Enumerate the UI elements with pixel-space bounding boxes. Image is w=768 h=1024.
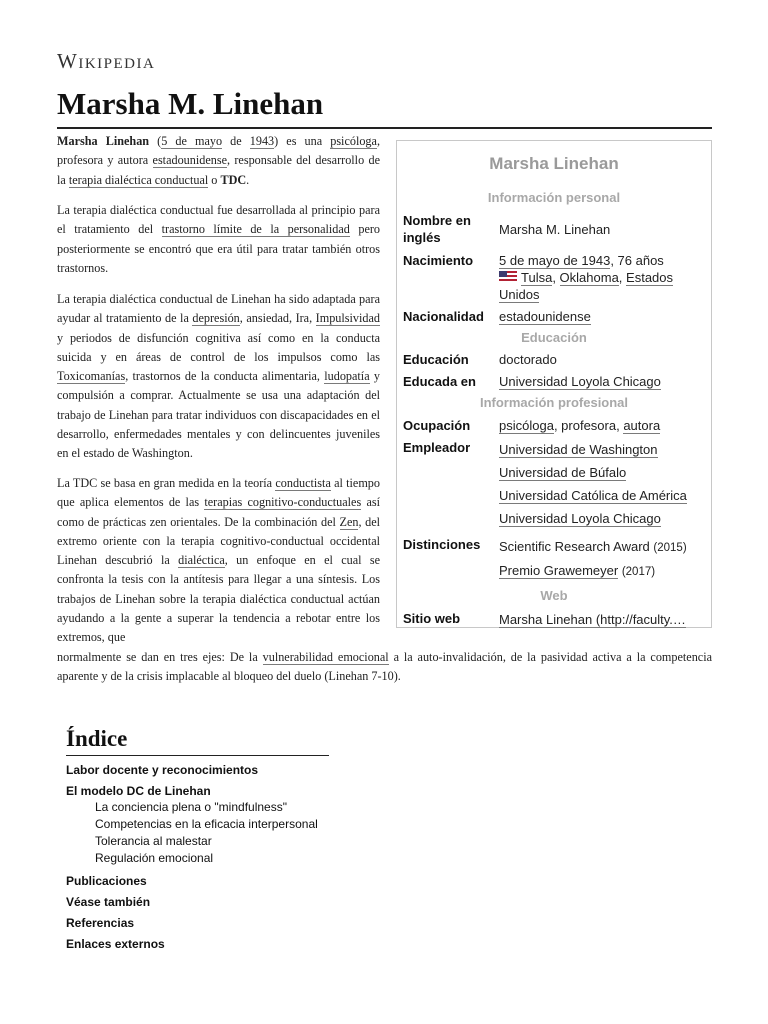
- link-conductista[interactable]: conductista: [275, 476, 331, 490]
- link-impulsividad[interactable]: Impulsividad: [315, 311, 380, 326]
- paragraph-3: La terapia dialéctica conductual de Linehan ha sido adaptada para ayudar al tratamiento de la depresión, ansiedad, Ira, Impulsividad y periodos de disfunción cognitiva así como en la conducta suicida y en áreas de control de los impulsos como las Toxicomanías, trastornos de la conducta alimentaria, ludopatía y compulsión a comprar. Actualmente se usa una adaptación del trabajo de Linehan para tratar individuos con discapacidades en el desarrollo, enfermedades mentales y con delincuentes juveniles en el estado de Washington.: [57, 292, 380, 461]
- label-name-english: Nombre en inglés: [403, 213, 471, 245]
- award-1: Scientific Research Award (2015): [499, 539, 687, 554]
- link-occ-psicologa[interactable]: psicóloga: [499, 418, 554, 433]
- infobox-section-personal: Información personal: [487, 190, 621, 205]
- employer-4: [499, 510, 704, 527]
- infobox-section-education: Educación: [521, 330, 587, 345]
- link-employer-loyola[interactable]: Universidad Loyola Chicago: [499, 511, 661, 526]
- toc-title: Índice: [66, 726, 128, 751]
- value-education: doctorado: [499, 352, 557, 367]
- value-website: [499, 611, 704, 628]
- value-occupation: psicóloga, profesora, autora: [499, 418, 661, 433]
- infobox: [396, 140, 712, 628]
- toc-item-mindfulness[interactable]: La conciencia plena o "mindfulness": [95, 800, 287, 814]
- toc-item-regulacion[interactable]: Regulación emocional: [95, 851, 214, 865]
- link-zen[interactable]: Zen: [339, 514, 359, 529]
- link-depresion[interactable]: depresión: [192, 311, 240, 326]
- employer-2: [499, 464, 704, 481]
- title-divider: [57, 127, 712, 129]
- label-nationality: Nacionalidad: [403, 309, 484, 324]
- label-occupation: Ocupación: [403, 418, 471, 433]
- link-tulsa[interactable]: Tulsa: [521, 270, 553, 285]
- infobox-title: Marsha Linehan: [489, 154, 619, 173]
- toc-item-enlaces-externos[interactable]: Enlaces externos: [66, 937, 165, 951]
- infobox-section-professional: Información profesional: [479, 395, 629, 410]
- toc-item-vease-tambien[interactable]: Véase también: [66, 895, 151, 909]
- toc-item-publicaciones[interactable]: Publicaciones: [66, 874, 147, 888]
- link-estados-unidos[interactable]: Estados Unidos: [499, 270, 674, 302]
- wikipedia-logo[interactable]: Wikipedia: [57, 49, 156, 73]
- link-birth-day[interactable]: 5 de mayo: [161, 134, 223, 148]
- link-oklahoma[interactable]: Oklahoma: [559, 270, 619, 285]
- link-estadounidense[interactable]: estadounidense: [152, 153, 227, 168]
- label-employer: Empleador: [403, 440, 471, 455]
- link-birth-date[interactable]: 5 de mayo de 1943: [499, 253, 611, 268]
- link-employer-catolica[interactable]: Universidad Católica de América: [499, 488, 687, 503]
- label-educated-in: Educada en: [403, 374, 476, 389]
- value-nationality: [499, 308, 704, 325]
- link-trastorno-limite[interactable]: trastorno límite de la personalidad: [161, 222, 350, 237]
- link-dialectica[interactable]: dialéctica: [178, 553, 225, 568]
- link-nationality[interactable]: estadounidense: [499, 309, 591, 324]
- link-employer-washington[interactable]: Universidad de Washington: [499, 442, 658, 457]
- link-website[interactable]: Marsha Linehan (http://faculty.…: [499, 612, 686, 627]
- paragraph-4: La TDC se basa en gran medida en la teoría conductista al tiempo que aplica elementos de las terapias cognitivo-conductuales así como de prácticas zen orientales. De la combinación del Zen, del extremo oriente con la terapia cognitivo-conductual occidental Linehan descubrió la dialéctica, un enfoque en el cual se confronta la tesis con la antítesis para llegar a una síntesis. Los trabajos de Linehan sobre la terapia dialéctica conductual actúan ayudando a la gente a superar la tendencia a rebotar entre los extremos, que: [57, 476, 380, 645]
- label-website: Sitio web: [403, 611, 461, 626]
- intro-paragraph: Marsha Linehan (5 de mayo de 1943) es una psicóloga, profesora y autora estadounidense, responsable del desarrollo de la terapia dialéctica conductual o TDC.: [57, 134, 380, 187]
- toc-item-labor-docente[interactable]: Labor docente y reconocimientos: [66, 763, 259, 777]
- label-birth: Nacimiento: [403, 253, 474, 268]
- link-ludopatia[interactable]: ludopatía: [324, 369, 370, 384]
- value-educated-in: [499, 373, 704, 390]
- abbr-tdc: TDC: [220, 172, 247, 187]
- employer-1: [499, 441, 704, 458]
- link-vulnerabilidad-emocional[interactable]: vulnerabilidad emocional: [262, 650, 389, 664]
- link-terapia-dialectica[interactable]: terapia dialéctica conductual: [68, 172, 209, 187]
- award-2: Premio Grawemeyer (2017): [499, 563, 656, 578]
- paragraph-2: La terapia dialéctica conductual fue desarrollada al principio para el tratamiento del trastorno límite de la personalidad pero posteriormente se encontró que era útil para tratar también otros trastornos.: [57, 203, 381, 275]
- link-terapias-cognitivo-conductuales[interactable]: terapias cognitivo-conductuales: [204, 495, 362, 510]
- link-psicologa[interactable]: psicóloga: [330, 134, 377, 148]
- paragraph-5: normalmente se dan en tres ejes: De la vulnerabilidad emocional a la auto-invalidación, de la pasividad activa a la competencia aparente y de la crisis implacable al bloqueo del duelo (Linehan 7-10).: [57, 650, 712, 684]
- label-awards: Distinciones: [403, 537, 481, 552]
- toc-item-referencias[interactable]: Referencias: [66, 916, 135, 930]
- value-birth: 5 de mayo de 1943, 76 años Tulsa, Oklahoma, Estados Unidos: [499, 253, 674, 302]
- value-name-english: Marsha M. Linehan: [499, 222, 611, 237]
- us-flag-icon: [499, 271, 517, 283]
- toc-item-modelo-dc[interactable]: El modelo DC de Linehan: [66, 784, 211, 798]
- label-education: Educación: [403, 352, 469, 367]
- link-loyola[interactable]: Universidad Loyola Chicago: [499, 374, 661, 389]
- link-toxicomanias[interactable]: Toxicomanías: [57, 369, 126, 384]
- link-occ-autora[interactable]: autora: [623, 418, 661, 433]
- toc-divider: [66, 755, 329, 756]
- link-employer-bufalo[interactable]: Universidad de Búfalo: [499, 465, 627, 480]
- toc-item-tolerancia[interactable]: Tolerancia al malestar: [95, 834, 212, 848]
- toc-item-competencias[interactable]: Competencias en la eficacia interpersonal: [95, 817, 318, 831]
- infobox-section-web: Web: [540, 588, 568, 603]
- employer-3: [499, 487, 704, 504]
- page-title: Marsha M. Linehan: [57, 86, 324, 121]
- subject-name: Marsha Linehan: [57, 134, 150, 148]
- link-grawemeyer[interactable]: Premio Grawemeyer: [499, 563, 619, 578]
- link-birth-year[interactable]: 1943: [249, 134, 275, 148]
